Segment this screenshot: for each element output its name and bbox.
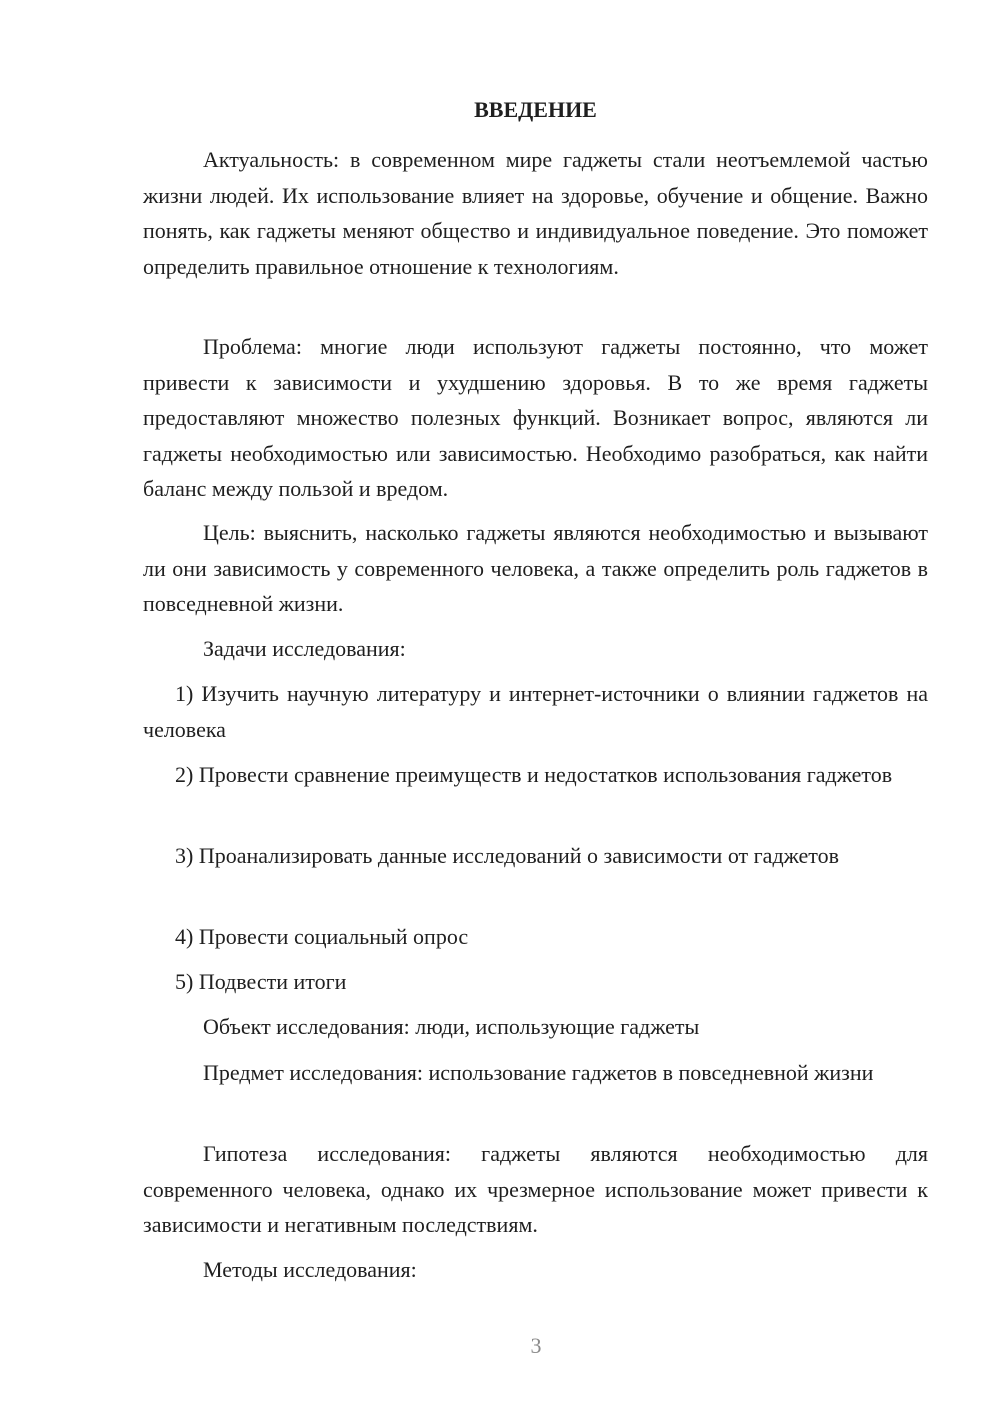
list-item: 1) Изучить научную литературу и интернет-источники о влиянии гаджетов на человека: [143, 681, 928, 742]
page-number: 3: [530, 1333, 542, 1358]
problem-paragraph: Проблема: многие люди используют гаджеты постоянно, что может привести к зависимости и ухудшению здоровья. В то же время гаджеты предоставляют множество полезных функций. Возникает вопрос, являются ли гаджеты необходимостью или зависимостью. Необходимо разобраться, как найти баланс между пользой и вредом.: [143, 334, 928, 501]
list-item: 2) Провести сравнение преимуществ и недостатков использования гаджетов: [175, 762, 893, 787]
relevance-paragraph: Актуальность: в современном мире гаджеты стали неотъемлемой частью жизни людей. Их использование влияет на здоровье, обучение и общение. Важно понять, как гаджеты меняют общество и индивидуальное поведение. Это поможет определить правильное отношение к технологиям.: [143, 147, 928, 279]
list-item: 3) Проанализировать данные исследований о зависимости от гаджетов: [175, 843, 840, 868]
tasks-heading: Задачи исследования:: [203, 636, 406, 661]
goal-paragraph: Цель: выяснить, насколько гаджеты являются необходимостью и вызывают ли они зависимость у современного человека, а также определить роль гаджетов в повседневной жизни.: [143, 520, 928, 616]
hypothesis-paragraph: Гипотеза исследования: гаджеты являются необходимостью для современного человека, однако их чрезмерное использование может привести к зависимости и негативным последствиям.: [143, 1141, 928, 1237]
list-item: 5) Подвести итоги: [175, 969, 347, 994]
object-paragraph: Объект исследования: люди, использующие гаджеты: [203, 1014, 700, 1039]
list-item: 4) Провести социальный опрос: [175, 924, 469, 949]
subject-paragraph: Предмет исследования: использование гаджетов в повседневной жизни: [203, 1060, 874, 1085]
page-title: ВВЕДЕНИЕ: [474, 97, 597, 122]
methods-heading: Методы исследования:: [203, 1257, 417, 1282]
